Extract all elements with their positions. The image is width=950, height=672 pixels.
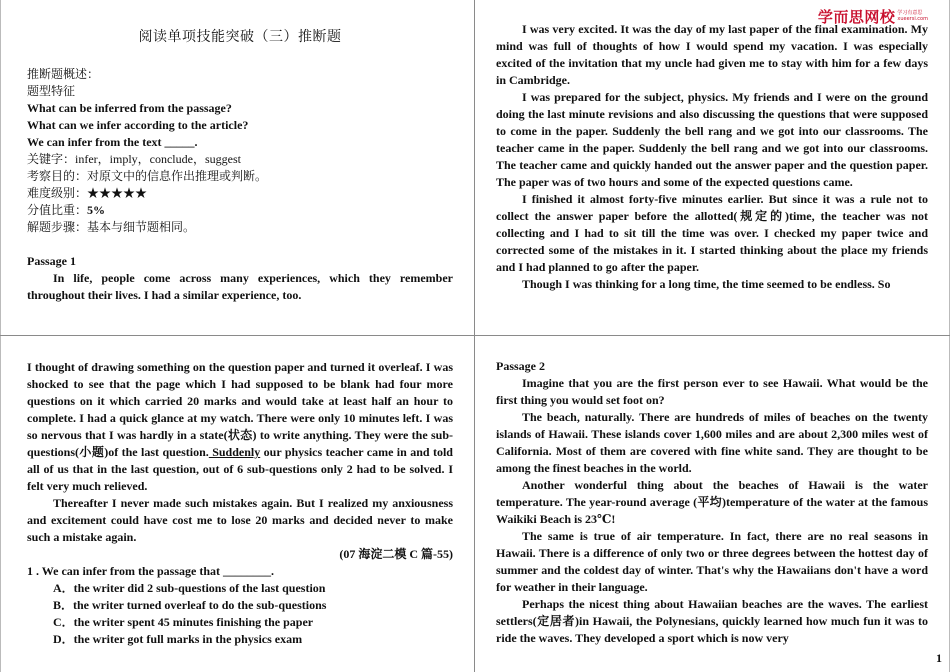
slide-bottom-right [475,336,950,672]
answer-option-a: A．the writer did 2 sub-questions of the last question [53,581,326,595]
weight-label: 分值比重： [27,203,88,217]
page-number: 1 [936,651,942,665]
passage-1-paragraph: Though I was thinking for a long time, the time seemed to be endless. So [522,277,891,291]
passage-1-intro: In life, people come across many experiences, which they remember throughout their lives. I had a similar experience, too. [27,271,453,302]
passage-2-paragraph: Imagine that you are the first person ever to see Hawaii. What would be the first thing you would set foot on? [496,376,928,407]
passage-1-paragraph: I was very excited. It was the day of my last paper of the final examination. My mind was full of thoughts of how I would spend my vacation. I was especially excited of the invitation that my uncle had given me to stay with him for a few days in Cambridge. [496,22,928,87]
feature-line: We can infer from the text _____. [27,135,198,149]
source-citation: (07 海淀二模 C 篇-55) [339,547,453,561]
passage-2-paragraph: The same is true of air temperature. In fact, there are no real seasons in Hawaii. There is a difference of only two or three degrees between the hottest day of summer and the coldest day of winter. That's why the Hawaiians don't have a word for weather in their language. [496,529,928,594]
answer-option-d: D．the writer got full marks in the physics exam [53,632,303,646]
star-rating-icon: ★★★★★ [87,186,148,200]
logo-url-text: xueersi.com [897,16,928,22]
slide-top-right [475,0,950,336]
underlined-text: Suddenly [208,445,261,459]
passage-1-paragraph: I finished it almost forty-five minutes earlier. But since it was a rule not to collect the answer paper before the allotted(规定的)time, the teacher was not collecting and I had to sit till the time was over. I checked my paper twice and corrected some of the mistakes in it. I started thinking about the place my friends and I had planned to go after the paper. [496,192,928,274]
paragraph-text: our physics teacher came in and told all of us that in the last question, out of 6 sub-questions only 2 had to be solved. I felt very much relieved. [27,445,453,493]
difficulty-line [27,185,453,202]
overview-label: 推断题概述： [27,67,100,81]
passage-1-label: Passage 1 [27,254,76,268]
steps-line: 解题步骤：基本与细节题相同。 [27,220,196,234]
passage-2-paragraph: Perhaps the nicest thing about Hawaiian beaches are the waves. The earliest settlers(定居者)in Hawaii, the Polynesians, quickly learned how much fun it was to ride the waves. They developed a sport which is now very [496,597,928,645]
paragraph-text: I thought of drawing something on the question paper and turned it overleaf. I was shocked to see that the page which I had supposed to be blank had four more questions on it which carried 20 marks and would take at least half an hour to complete. I had a quick glance at my watch. There were only 10 minutes left. I was so nervous that I was hardly in a state(状态) to write anything. They were the sub-questions(小题)of the last question. [27,360,453,459]
passage-2-paragraph: Another wonderful thing about the beaches of Hawaii is the water temperature. The year-round average (平均)temperature of the water at the famous Waikiki Beach is 23℃! [496,478,928,526]
slide-top-left [0,0,475,336]
passage-2-paragraph: The beach, naturally. There are hundreds of miles of beaches on the twenty islands of Hawaii. These islands cover 1,600 miles and are about 2,300 miles west of California. Most of them are covered with fine white sand. They are thought to be among the finest beaches in the world. [496,410,928,475]
weight-line [27,202,453,219]
slide-bottom-left [0,336,475,672]
xueersi-logo [818,8,928,24]
purpose-line: 考察目的：对原文中的信息作出推理或判断。 [27,169,268,183]
answer-option-c: C．the writer spent 45 minutes finishing the paper [53,615,314,629]
question-stem: 1 . We can infer from the passage that ________. [27,564,274,578]
feature-line: What can be inferred from the passage? [27,101,232,115]
weight-value: 5% [87,203,106,217]
answer-option-b: B．the writer turned overleaf to do the sub-questions [53,598,327,612]
logo-main-text: 学而思网校 [817,7,896,26]
page-title: 阅读单项技能突破（三）推断题 [138,30,342,45]
keywords-line: 关键字：infer，imply，conclude，suggest [27,152,241,166]
passage-1-paragraph [27,359,453,495]
logo-sub-text: 学习有意思 [897,10,923,16]
difficulty-label: 难度级别： [27,186,88,200]
passage-1-paragraph: Thereafter I never made such mistakes again. But I realized my anxiousness and excitement could have cost me to lose 20 marks and decided never to make such a mistake again. [27,496,453,544]
passage-2-label: Passage 2 [496,359,545,373]
passage-1-paragraph: I was prepared for the subject, physics. My friends and I were on the ground doing the last minute revisions and also discussing the questions that were supposed to come in the paper. Suddenly the bell rang and we got into our classrooms. The teacher came in the paper. Suddenly the bell rang and we got into our classrooms. The teacher came and quickly handed out the answer paper and the question paper. The paper was of two hours and some of the expected questions came. [496,90,928,189]
features-label: 题型特征 [27,84,76,98]
feature-line: What can we infer according to the article? [27,118,249,132]
